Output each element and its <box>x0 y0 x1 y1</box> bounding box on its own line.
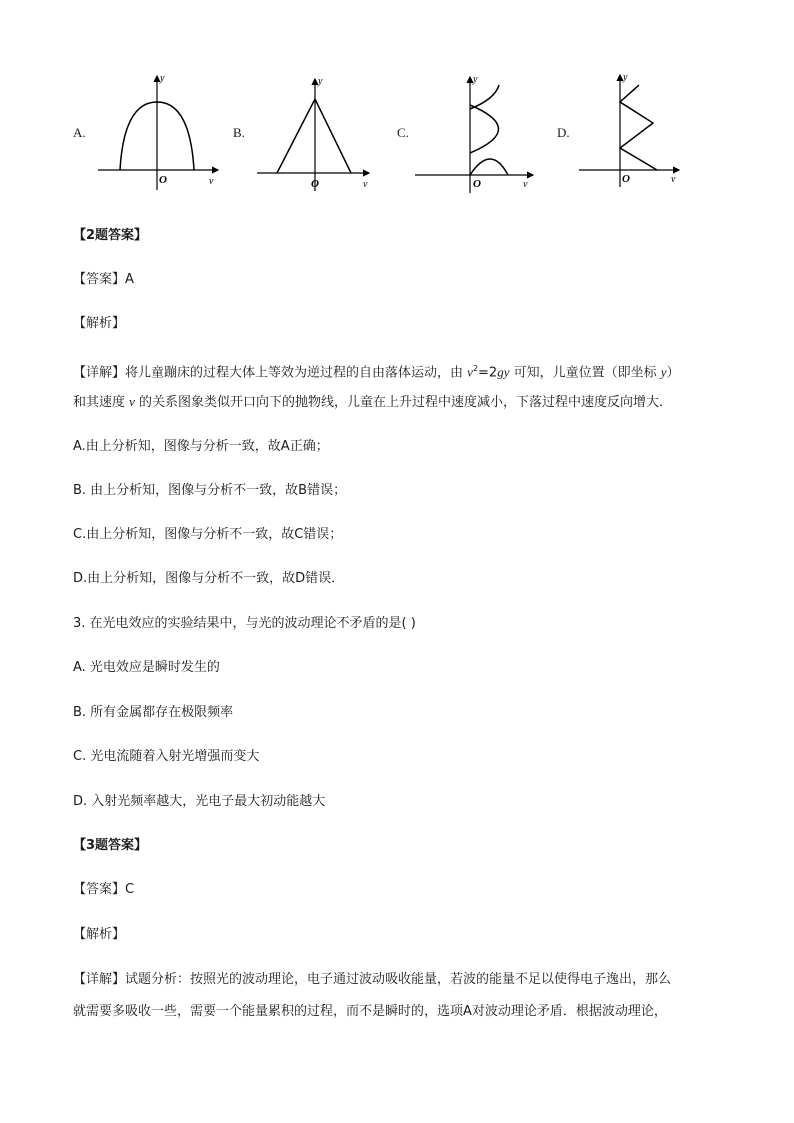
formula-exponent: 2 <box>472 364 479 373</box>
q2-option-c-analysis: C.由上分析知，图像与分析不一致，故C错误； <box>73 527 343 542</box>
q2-detail-text: 的关系图象类似开口向下的抛物线，儿童在上升过程中速度减小，下落过程中速度反向增大． <box>134 395 673 410</box>
graph-c <box>415 73 540 195</box>
q3-answer-header: 【3题答案】 <box>73 838 148 853</box>
q2-detail-line2 <box>73 393 672 412</box>
x-axis-label: v <box>523 179 528 190</box>
q3-choice-a: A. 光电效应是瞬时发生的 <box>73 660 220 675</box>
formula-equals: =2 <box>478 365 498 381</box>
coord-y: y <box>660 364 667 380</box>
q2-answer: 【答案】A <box>73 272 134 287</box>
option-d-label: D. <box>557 125 570 140</box>
curve-top-arc <box>470 85 499 109</box>
y-axis-label: y <box>623 72 628 83</box>
y-axis-label: y <box>160 73 165 84</box>
q2-detail-text: ） <box>666 365 680 381</box>
q2-option-b-analysis: B. 由上分析知，图像与分析不一致，故B错误； <box>73 483 347 498</box>
q2-option-a-analysis: A.由上分析知，图像与分析一致，故A正确； <box>73 439 329 454</box>
q2-detail-line1 <box>73 360 680 382</box>
q2-detail-tag: 【详解】 <box>73 365 126 381</box>
q2-detail-text: 可知，儿童位置（即坐标 <box>509 365 661 381</box>
y-axis-label: y <box>318 76 323 87</box>
q2-option-d-analysis: D.由上分析知，图像与分析不一致，故D错误． <box>73 571 345 586</box>
graph-d <box>579 71 684 193</box>
q3-choice-c: C. 光电流随着入射光增强而变大 <box>73 749 260 764</box>
origin-label: O <box>159 174 167 186</box>
q3-choice-d: D. 入射光频率越大，光电子最大初动能越大 <box>73 794 326 809</box>
q3-answer: 【答案】C <box>73 882 135 897</box>
curve-middle-arc <box>470 105 499 153</box>
q2-analysis-heading: 【解析】 <box>73 316 126 331</box>
q3-choice-b: B. 所有金属都存在极限频率 <box>73 705 234 720</box>
origin-label: O <box>473 178 481 190</box>
q2-detail-text: 和其速度 <box>73 395 130 410</box>
formula-v: v <box>467 364 473 380</box>
option-a-label: A. <box>73 125 86 140</box>
curve-lower-arc <box>470 159 508 175</box>
option-c-label: C. <box>397 125 409 140</box>
q3-detail-line1: 【详解】试题分析：按照光的波动理论，电子通过波动吸收能量，若波的能量不足以使得电子逸出，那么 <box>73 972 672 987</box>
x-axis-label: v <box>363 179 368 190</box>
q3-stem: 3. 在光电效应的实验结果中，与光的波动理论不矛盾的是( ) <box>73 616 416 631</box>
origin-label: O <box>622 173 630 185</box>
x-axis-label: v <box>671 174 676 185</box>
y-axis-label: y <box>473 74 478 85</box>
origin-label: O <box>311 178 319 190</box>
option-b-label: B. <box>233 125 245 140</box>
speed-v: v <box>129 394 135 409</box>
graph-b <box>257 75 375 193</box>
zigzag-curve <box>620 85 657 170</box>
q3-analysis-heading: 【解析】 <box>73 927 126 942</box>
q2-detail-text: 将儿童蹦床的过程大体上等效为逆过程的自由落体运动，由 <box>125 365 468 381</box>
x-axis-label: v <box>209 176 214 187</box>
graph-a <box>98 72 223 194</box>
q3-detail-line2: 就需要多吸收一些，需要一个能量累积的过程，而不是瞬时的，选项A对波动理论矛盾．根据波动理论， <box>73 1004 667 1019</box>
triangle-curve <box>277 99 351 173</box>
q2-answer-header: 【2题答案】 <box>73 228 148 243</box>
formula-gy: gy <box>497 364 510 380</box>
